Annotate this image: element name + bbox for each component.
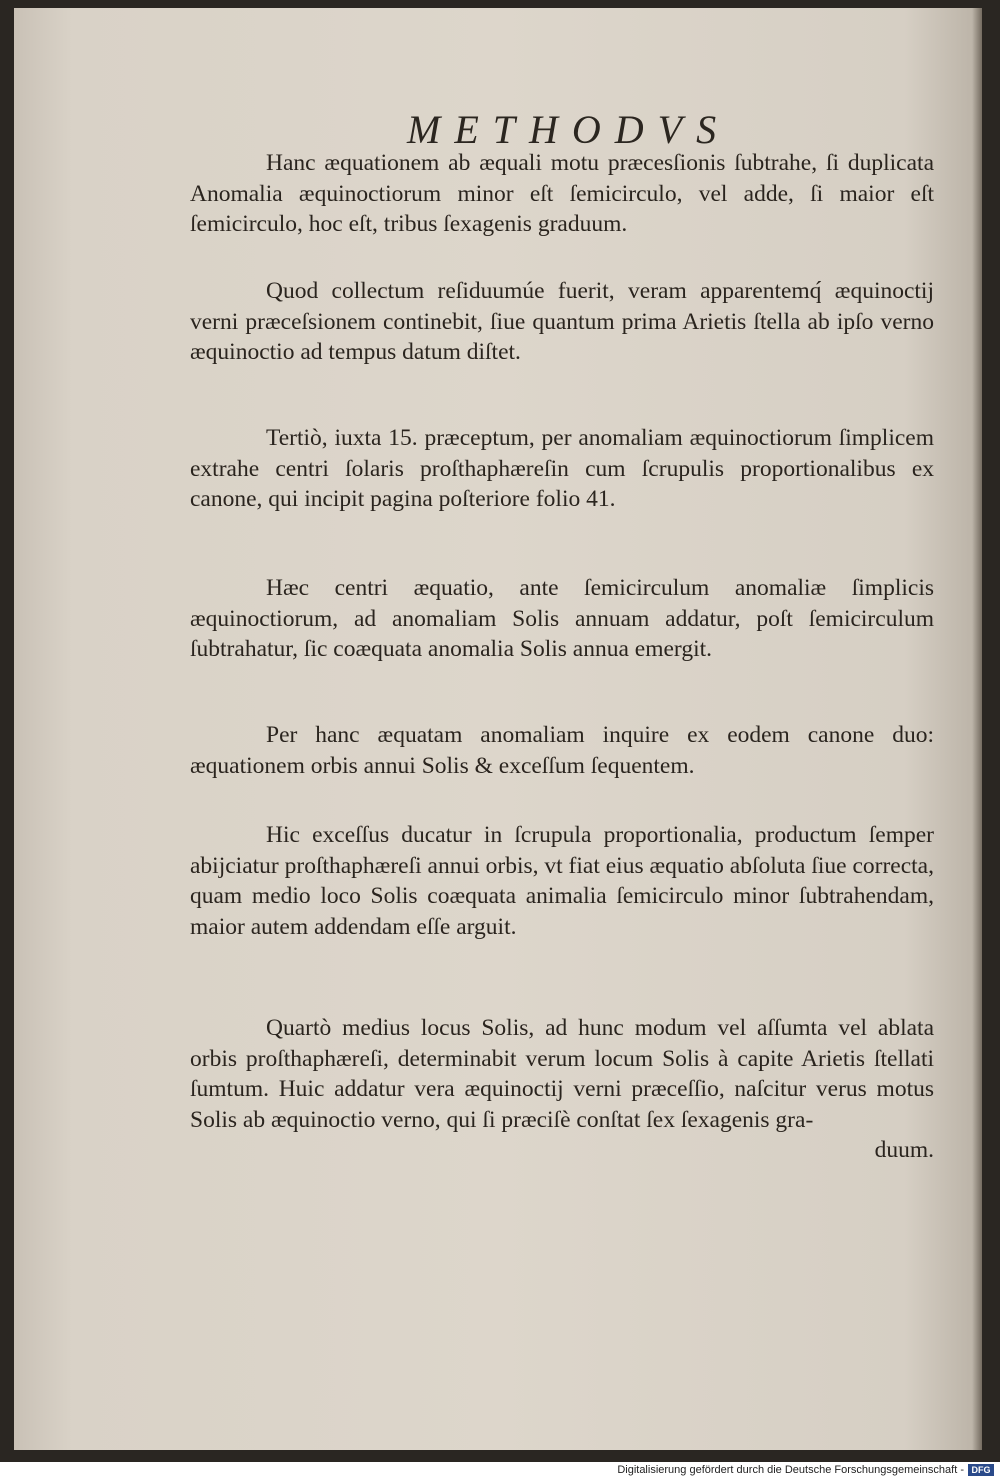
running-head: METHODVS [407,107,731,152]
catchword: duum. [874,1137,934,1164]
paragraph-5 [190,720,934,781]
paragraph-5-text: Per hanc æquatam anomaliam inquire ex eodem canone duo: æquationem orbis annui Solis & exceſſum ſequentem. [190,722,934,779]
paragraph-2-text: Quod collectum reſiduumúe fuerit, veram apparentemq́ æquinoctij verni præceſsionem continebit, ſiue quantum prima Arietis ſtella ab ipſo verno æquinoctio ad tempus datum diſtet. [190,278,934,366]
paragraph-1 [190,148,934,240]
paragraph-6 [190,820,934,942]
paragraph-4-text: Hæc centri æquatio, ante ſemicirculum anomaliæ ſimplicis æquinoctiorum, ad anomaliam Solis annuam addatur, poſt ſemicirculum ſubtrahatur, ſic coæquata anomalia Solis annua emergit. [190,575,934,663]
paragraph-3-text: Tertiò, iuxta 15. præceptum, per anomaliam æquinoctiorum ſimplicem extrahe centri ſolaris proſthaphæreſin cum ſcrupulis proportionalibus ex canone, qui incipit pagina poſteriore folio 41. [190,425,934,513]
paragraph-3 [190,423,934,515]
book-page [14,8,982,1450]
funding-notice: Digitalisierung gefördert durch die Deutsche Forschungsgemeinschaft - [617,1464,964,1476]
paragraph-4 [190,573,934,665]
paragraph-2 [190,276,934,368]
paragraph-6-text: Hic exceſſus ducatur in ſcrupula proportionalia, productum ſemper abijciatur proſthaphæreſi annui orbis, vt fiat eius æquatio abſoluta ſiue correcta, quam medio loco Solis coæquata animalia ſemicirculo minor ſubtrahendam, maior autem addendam eſſe arguit. [190,822,934,940]
footer-bar [0,1462,1000,1479]
paragraph-7-text: Quartò medius locus Solis, ad hunc modum vel aſſumta vel ablata orbis proſthaphæreſi, determinabit verum locum Solis à capite Arietis ſtellati ſumtum. Huic addatur vera æquinoctij verni præceſſio, naſcitur verus motus Solis ab æquinoctio verno, qui ſi præciſè conſtat ſex ſexagenis gra- [190,1015,934,1133]
paragraph-7 [190,1013,934,1166]
dfg-logo: DFG [968,1464,994,1476]
paragraph-1-text: Hanc æquationem ab æquali motu præcesſionis ſubtrahe, ſi duplicata Anomalia æquinoctiorum minor eſt ſemicirculo, vel adde, ſi maior eſt ſemicirculo, hoc eſt, tribus ſexagenis graduum. [190,150,934,238]
